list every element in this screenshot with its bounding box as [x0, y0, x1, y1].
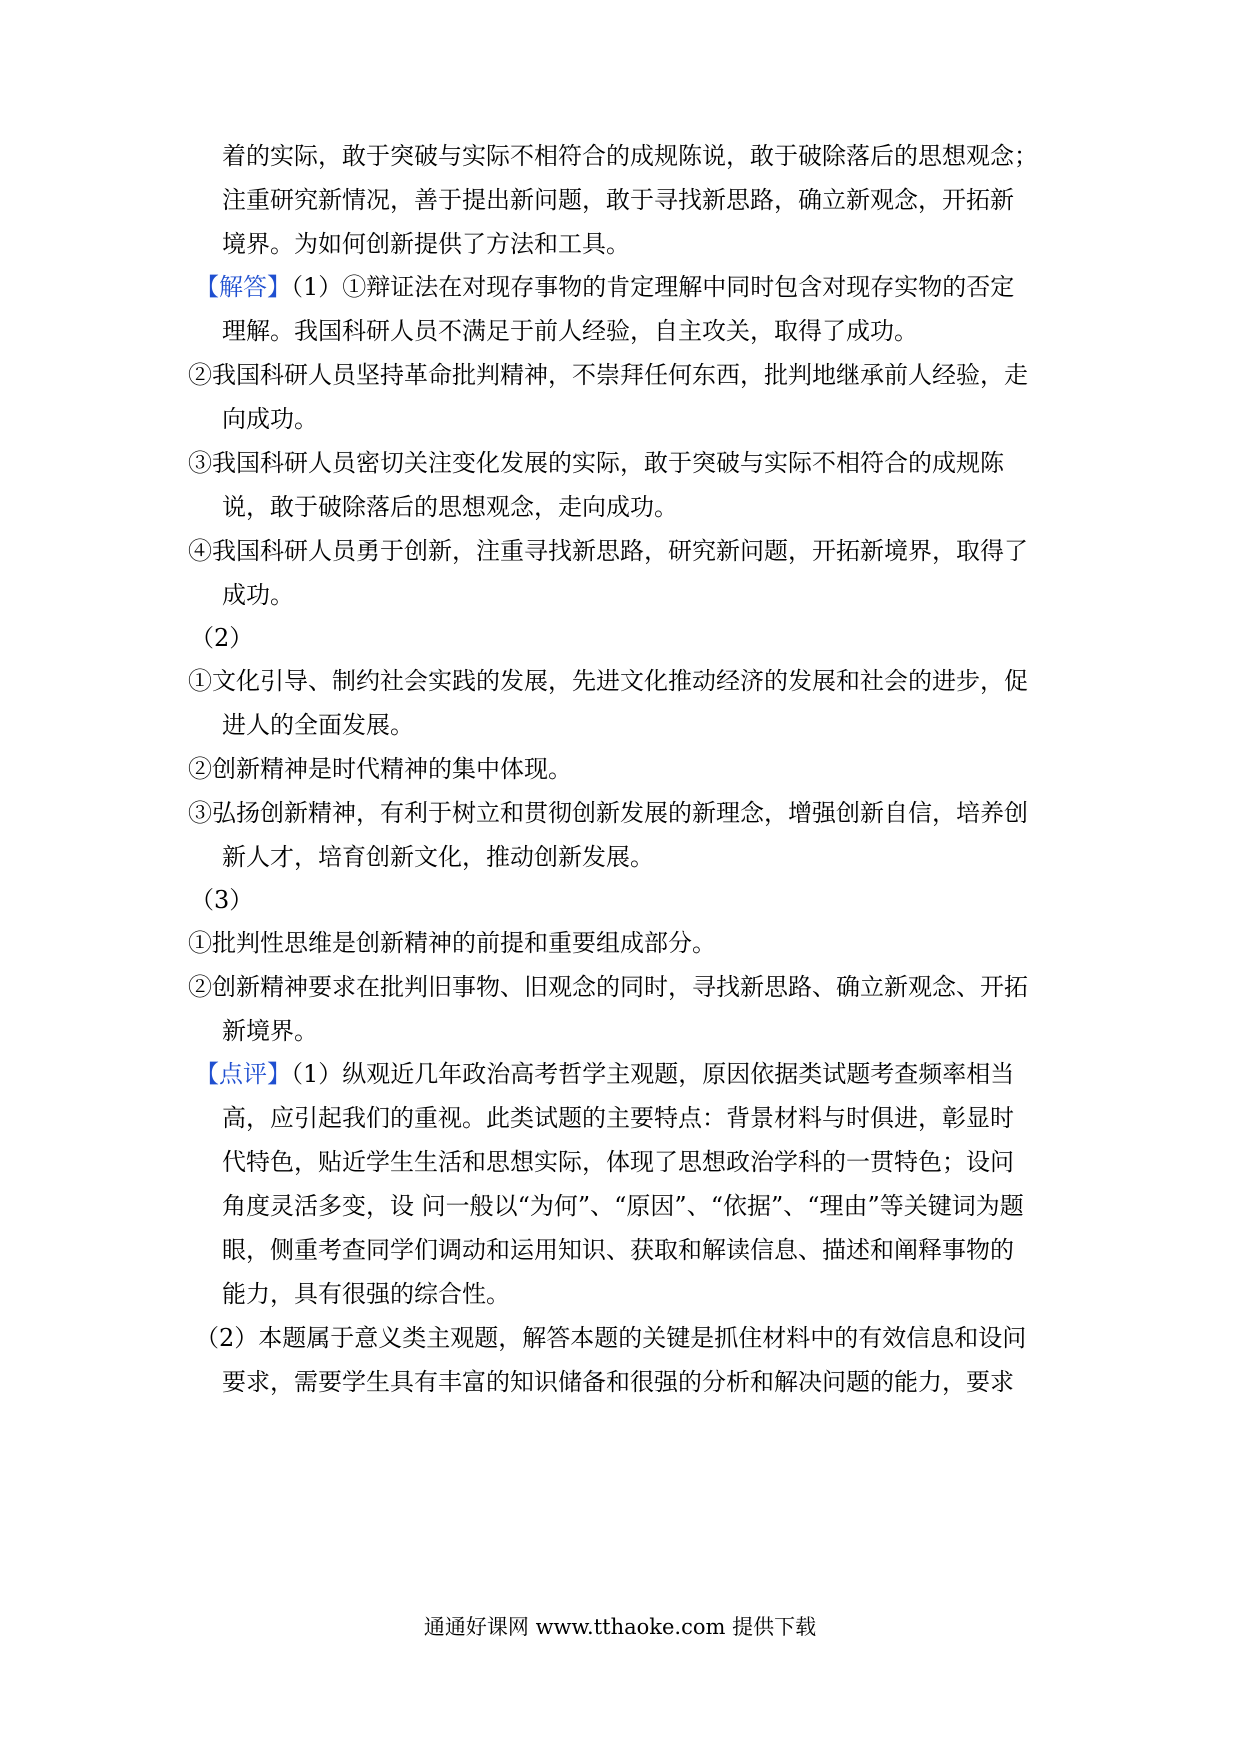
comment-part1-line-6: 能力，具有很强的综合性。	[222, 1280, 510, 1308]
answer-tag: 【解答】	[195, 273, 291, 301]
answer-part1-first-line: （1）①辩证法在对现存事物的肯定理解中同时包含对现存实物的否定	[291, 273, 1015, 301]
comment-part2-first-line: （2）本题属于意义类主观题，解答本题的关键是抓住材料中的有效信息和设问	[195, 1324, 1027, 1352]
answer-part2-item-3: ③弘扬创新精神，有利于树立和贯彻创新发展的新理念，增强创新自信，培养创	[188, 799, 1028, 827]
intro-line-1: 着的实际，敢于突破与实际不相符合的成规陈说，敢于破除落后的思想观念；	[222, 142, 1038, 170]
comment-part1-line-5: 眼，侧重考查同学们调动和运用知识、获取和解读信息、描述和阐释事物的	[222, 1236, 1014, 1264]
comment-part1-line-4: 角度灵活多变，设 问一般以“为何”、“原因”、“依据”、“理由”等关键词为题	[222, 1192, 1024, 1220]
answer-part2-item-3-cont: 新人才，培育创新文化，推动创新发展。	[222, 843, 654, 871]
answer-part1-item-2: ②我国科研人员坚持革命批判精神，不崇拜任何东西，批判地继承前人经验，走	[188, 361, 1028, 389]
comment-tag: 【点评】	[195, 1060, 291, 1088]
comment-part1-line-3: 代特色，贴近学生生活和思想实际，体现了思想政治学科的一贯特色；设问	[222, 1148, 1014, 1176]
answer-part3-item-2: ②创新精神要求在批判旧事物、旧观念的同时，寻找新思路、确立新观念、开拓	[188, 973, 1028, 1001]
answer-part2-item-1-cont: 进人的全面发展。	[222, 711, 414, 739]
answer-part3-item-2-cont: 新境界。	[222, 1017, 318, 1045]
answer-part3-label: （3）	[190, 886, 254, 914]
answer-part1-item-3-cont: 说，敢于破除落后的思想观念，走向成功。	[222, 493, 678, 521]
comment-first-line	[195, 1050, 1014, 1099]
comment-part1-first-line: （1）纵观近几年政治高考哲学主观题，原因依据类试题考查频率相当	[291, 1060, 1015, 1088]
intro-line-3: 境界。为如何创新提供了方法和工具。	[222, 230, 630, 258]
answer-part1-item-2-cont: 向成功。	[222, 405, 318, 433]
answer-first-line	[195, 263, 1014, 312]
comment-part1-line-2: 高，应引起我们的重视。此类试题的主要特点：背景材料与时俱进，彰显时	[222, 1104, 1014, 1132]
answer-part1-first-cont: 理解。我国科研人员不满足于前人经验，自主攻关，取得了成功。	[222, 317, 918, 345]
answer-part2-item-2: ②创新精神是时代精神的集中体现。	[188, 755, 572, 783]
comment-part2-line-2: 要求，需要学生具有丰富的知识储备和很强的分析和解决问题的能力，要求	[222, 1368, 1014, 1396]
intro-line-2: 注重研究新情况，善于提出新问题，敢于寻找新思路，确立新观念，开拓新	[222, 186, 1014, 214]
answer-part1-item-4-cont: 成功。	[222, 581, 294, 609]
answer-part3-item-1: ①批判性思维是创新精神的前提和重要组成部分。	[188, 929, 716, 957]
answer-part2-label: （2）	[190, 624, 254, 652]
answer-part2-item-1: ①文化引导、制约社会实践的发展，先进文化推动经济的发展和社会的进步，促	[188, 667, 1028, 695]
answer-part1-item-4: ④我国科研人员勇于创新，注重寻找新思路，研究新问题，开拓新境界，取得了	[188, 537, 1028, 565]
answer-part1-item-3: ③我国科研人员密切关注变化发展的实际，敢于突破与实际不相符合的成规陈	[188, 449, 1004, 477]
page-footer: 通通好课网 www.tthaoke.com 提供下载	[423, 1615, 817, 1639]
